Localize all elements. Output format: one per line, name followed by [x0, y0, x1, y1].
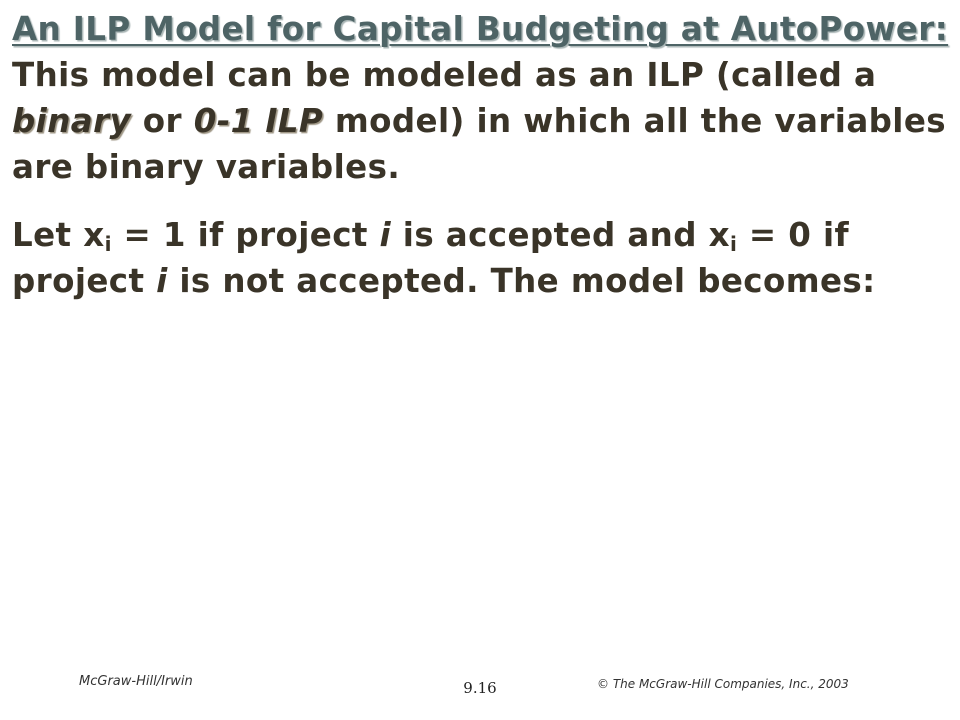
- def-eq2: = 0 if project: [12, 216, 850, 300]
- intro-text-3: model) in which all the variables are binary variables.: [12, 102, 947, 186]
- term-binary: binary: [12, 102, 132, 140]
- def-eq1: = 1 if project: [111, 216, 380, 254]
- project-index: i: [379, 216, 392, 254]
- project-index: i: [156, 262, 168, 300]
- subscript-i: i: [104, 232, 112, 256]
- intro-text-1: This model can be modeled as an ILP (called a: [12, 56, 877, 94]
- def-let: Let x: [12, 216, 105, 254]
- slide-body: [12, 6, 952, 304]
- slide-heading: An ILP Model for Capital Budgeting at AutoPower:: [12, 10, 949, 48]
- subscript-i: i: [729, 232, 738, 256]
- footer-copyright: © The McGraw-Hill Companies, Inc., 2003: [597, 677, 849, 691]
- footer-publisher: McGraw-Hill/Irwin: [79, 674, 193, 689]
- intro-text-2: or: [131, 102, 194, 140]
- def-end: is not accepted. The model becomes:: [167, 262, 876, 300]
- term-0-1-ilp: 0-1 ILP: [193, 102, 324, 140]
- def-mid: is accepted and x: [391, 216, 730, 254]
- paragraph-intro: [12, 6, 952, 190]
- paragraph-definition: [12, 212, 952, 304]
- slide-number: 9.16: [463, 679, 497, 697]
